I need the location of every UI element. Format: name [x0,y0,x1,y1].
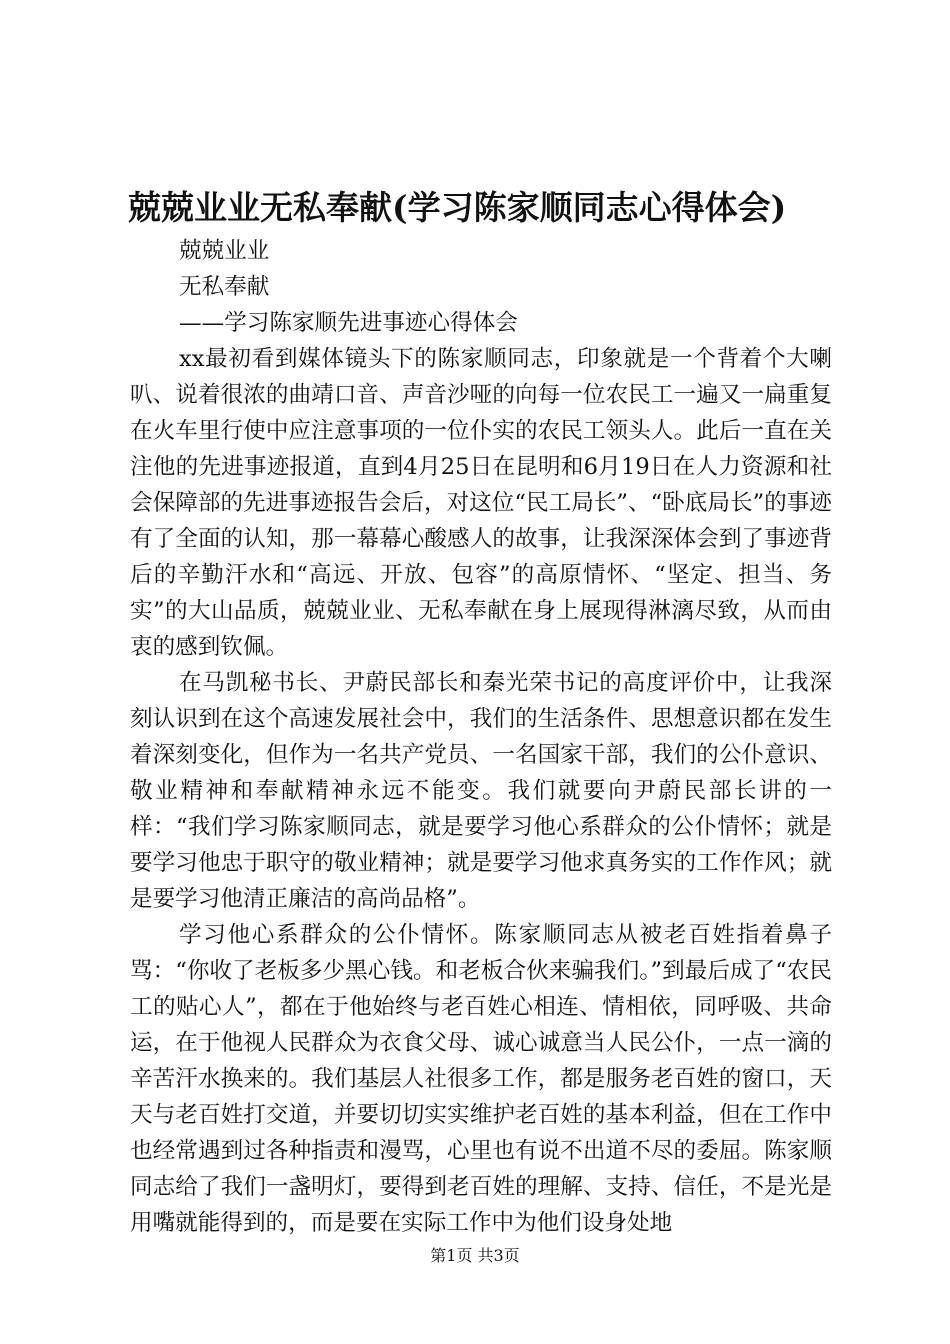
subheading-2: 无私奉献 [179,274,270,300]
subheading-3: ——学习陈家顺先进事迹心得体会 [179,310,518,336]
paragraph-1: xx最初看到媒体镜头下的陈家顺同志，印象就是一个背着个大喇叭、说着很浓的曲靖口音、声音沙哑的向每一位农民工一遍又一扁重复在火车里行使中应注意事项的一位仆实的农民工领头人。此后一直在关注他的先进事迹报道，直到4月25日在昆明和6月19日在人力资源和社会保障部的先进事迹报告会后，对这位“民工局长”、“卧底局长”的事迹有了全面的认知，那一幕幕心酸感人的故事，让我深深体会到了事迹背后的辛勤汗水和“高远、开放、包容”的高原情怀、“坚定、担当、务实”的大山品质，兢兢业业、无私奉献在身上展现得淋漓尽致，从而由衷的感到钦佩。 [130,346,832,660]
document-title: 兢兢业业无私奉献(学习陈家顺同志心得体会) [128,188,787,227]
document-body [130,233,832,1241]
page-footer: 第1页 共3页 [430,1246,520,1265]
paragraph-3: 学习他心系群众的公仆情怀。陈家顺同志从被老百姓指着鼻子骂：“你收了老板多少黑心钱。和老板合伙来骗我们。”到最后成了“农民工的贴心人”，都在于他始终与老百姓心相连、情相依，同呼吸、共命运，在于他视人民群众为衣食父母、诚心诚意当人民公仆，一点一滴的辛苦汗水换来的。我们基层人社很多工作，都是服务老百姓的窗口，天天与老百姓打交道，并要切切实实维护老百姓的基本利益，但在工作中也经常遇到过各种指责和漫骂，心里也有说不出道不尽的委屈。陈家顺同志给了我们一盏明灯，要得到老百姓的理解、支持、信任，不是光是用嘴就能得到的，而是要在实际工作中为他们设身处地 [130,922,832,1236]
paragraph-2: 在马凯秘书长、尹蔚民部长和秦光荣书记的高度评价中，让我深刻认识到在这个高速发展社会中，我们的生活条件、思想意识都在发生着深刻变化，但作为一名共产党员、一名国家干部，我们的公仆意识、敬业精神和奉献精神永远不能变。我们就要向尹蔚民部长讲的一样：“我们学习陈家顺同志，就是要学习他心系群众的公仆情怀；就是要学习他忠于职守的敬业精神；就是要学习他求真务实的工作作风；就是要学习他清正廉洁的高尚品格”。 [130,670,832,912]
subheading-1: 兢兢业业 [179,238,270,264]
